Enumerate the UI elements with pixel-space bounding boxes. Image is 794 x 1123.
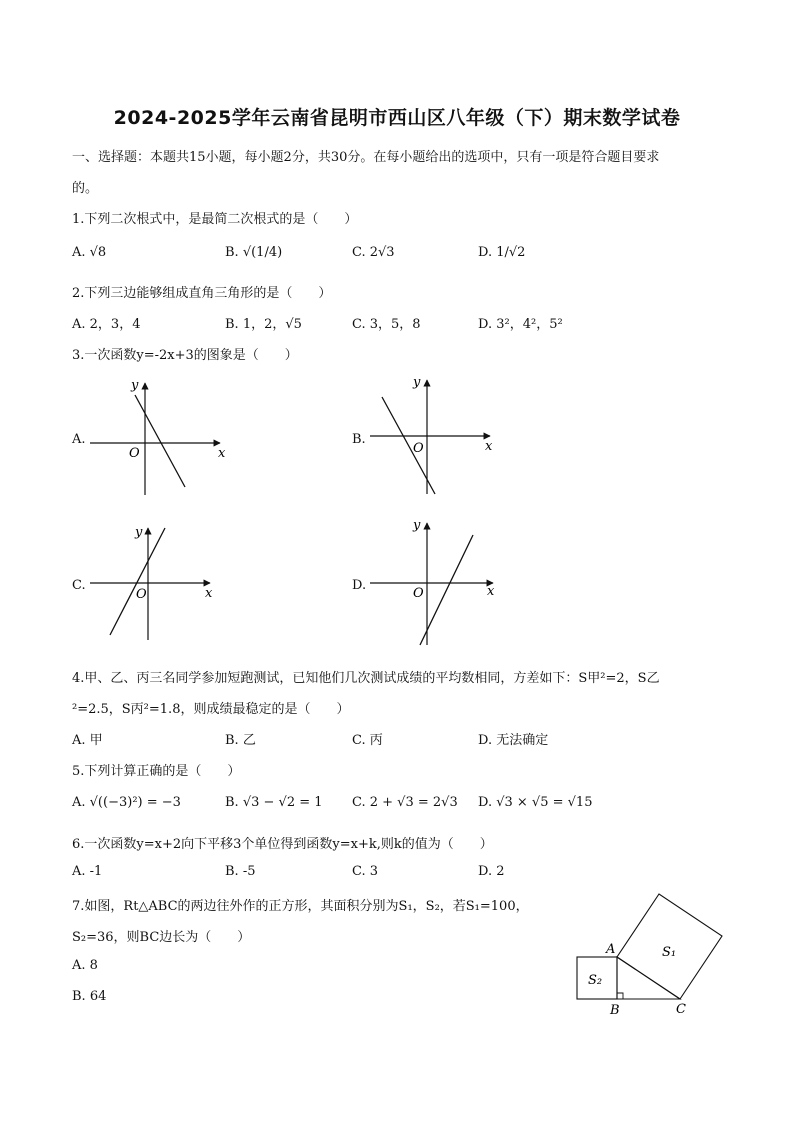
label-c: C: [676, 1002, 686, 1017]
question-3-stem: 3.一次函数y=-2x+3的图象是（ ）: [72, 348, 298, 363]
question-2-option-b[interactable]: B. 1，2，√5: [225, 317, 302, 332]
graph-b: [365, 372, 505, 500]
graph-b-y-label: y: [413, 375, 421, 390]
question-5-option-c[interactable]: C. 2 + √3 = 2√3: [352, 795, 458, 810]
graph-b-x-label: x: [485, 439, 493, 454]
graph-c-x-label: x: [205, 586, 213, 601]
label-s2: S₂: [588, 973, 603, 988]
question-5-option-b[interactable]: B. √3 − √2 = 1: [225, 795, 323, 810]
label-s1: S₁: [662, 945, 677, 960]
question-5-stem: 5.下列计算正确的是（ ）: [72, 764, 241, 779]
section-instructions-cont: 的。: [72, 181, 99, 196]
question-7-figure: [570, 886, 730, 1021]
section-instructions: 一、选择题：本题共15小题，每小题2分，共30分。在每小题给出的选项中，只有一项是符合题目要求: [72, 150, 660, 165]
question-4-option-d[interactable]: D. 无法确定: [478, 733, 549, 748]
question-6-option-d[interactable]: D. 2: [478, 864, 505, 879]
question-1-stem: 1.下列二次根式中，是最简二次根式的是（ ）: [72, 212, 358, 227]
question-6-option-b[interactable]: B. -5: [225, 864, 256, 879]
question-7-option-b[interactable]: B. 64: [72, 989, 107, 1004]
label-a: A: [606, 942, 616, 957]
question-3-option-b[interactable]: B.: [352, 432, 366, 447]
graph-d-origin: O: [413, 586, 424, 601]
question-7-stem: 7.如图，Rt△ABC的两边往外作的正方形，其面积分别为S₁，S₂，若S₁=100，: [72, 899, 529, 914]
question-4-stem-cont: ²=2.5，S丙²=1.8，则成绩最稳定的是（ ）: [72, 702, 350, 717]
question-4-option-b[interactable]: B. 乙: [225, 733, 256, 748]
question-7-option-a[interactable]: A. 8: [72, 958, 98, 973]
question-2-stem: 2.下列三边能够组成直角三角形的是（ ）: [72, 286, 332, 301]
graph-c-origin: O: [136, 587, 147, 602]
question-1-option-a[interactable]: A. √8: [72, 245, 107, 260]
question-2-option-c[interactable]: C. 3，5，8: [352, 317, 421, 332]
question-6-stem: 6.一次函数y=x+2向下平移3个单位得到函数y=x+k,则k的值为（ ）: [72, 837, 493, 852]
graph-d-y-label: y: [413, 518, 421, 533]
graph-b-origin: O: [413, 441, 424, 456]
label-b: B: [610, 1003, 620, 1018]
question-1-option-d[interactable]: D. 1/√2: [478, 245, 526, 260]
question-1-option-c[interactable]: C. 2√3: [352, 245, 395, 260]
question-6-option-a[interactable]: A. -1: [72, 864, 103, 879]
page-title: 2024-2025学年云南省昆明市西山区八年级（下）期末数学试卷: [113, 107, 681, 129]
question-7-stem-cont: S₂=36，则BC边长为（ ）: [72, 930, 251, 945]
graph-d-x-label: x: [487, 584, 495, 599]
question-4-stem: 4.甲、乙、丙三名同学参加短跑测试，已知他们几次测试成绩的平均数相同，方差如下：S甲²=2，S乙: [72, 671, 660, 686]
graph-d: [365, 515, 505, 650]
graph-a-origin: O: [129, 446, 140, 461]
graph-a-y-label: y: [131, 378, 139, 393]
question-2-option-a[interactable]: A. 2，3，4: [72, 317, 141, 332]
question-4-option-c[interactable]: C. 丙: [352, 733, 383, 748]
question-3-option-c[interactable]: C.: [72, 578, 86, 593]
question-5-option-d[interactable]: D. √3 × √5 = √15: [478, 795, 593, 810]
question-6-option-c[interactable]: C. 3: [352, 864, 379, 879]
question-4-option-a[interactable]: A. 甲: [72, 733, 103, 748]
graph-a: [85, 375, 245, 500]
question-3-option-a[interactable]: A.: [72, 432, 86, 447]
question-1-option-b[interactable]: B. √(1/4): [225, 245, 283, 260]
graph-c-y-label: y: [135, 525, 143, 540]
question-3-option-d[interactable]: D.: [352, 578, 367, 593]
question-2-option-d[interactable]: D. 3²，4²，5²: [478, 317, 563, 332]
graph-a-x-label: x: [218, 446, 226, 461]
question-5-option-a[interactable]: A. √((−3)²) = −3: [72, 795, 181, 810]
graph-c: [85, 520, 225, 645]
